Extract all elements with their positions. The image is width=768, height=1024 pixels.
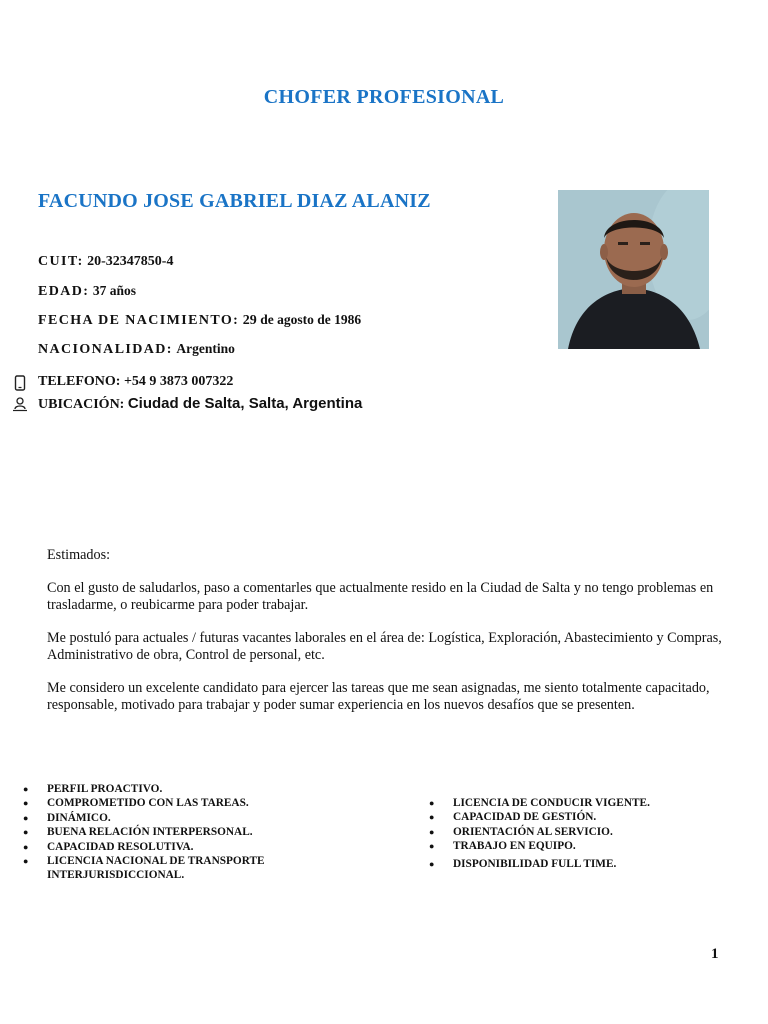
telefono-line: TELEFONO: +54 9 3873 007322: [38, 374, 234, 389]
letter-paragraph-3: Me considero un excelente candidato para ejercer las tareas que me sean asignadas, me siento totalmente capacitado, responsable, motivado para trabajar y poder sumar experiencia en los nuevos desafíos que se presenten.: [47, 680, 710, 713]
location-person-icon: [12, 396, 28, 412]
edad-value: 37 años: [92, 283, 136, 298]
list-item: ● PERFIL PROACTIVO.: [23, 783, 163, 795]
skills-list-left: [23, 782, 347, 883]
cuit-label: CUIT:: [38, 254, 84, 269]
list-item: ● CAPACIDAD DE GESTIÓN.: [429, 811, 597, 824]
list-item: ● LICENCIA NACIONAL DE TRANSPORTE INTERJURISDICCIONAL.: [23, 855, 265, 882]
document-title: CHOFER PROFESIONAL: [263, 86, 505, 108]
skills-list-right: [429, 796, 743, 871]
ubicacion-label: UBICACIÓN:: [38, 397, 125, 412]
letter-greeting: Estimados:: [47, 547, 111, 563]
phone-icon: [12, 375, 28, 391]
list-item: ● TRABAJO EN EQUIPO.: [429, 840, 576, 853]
letter-paragraph-2: Me postuló para actuales / futuras vacantes laborales en el área de: Logística, Exploración, Abastecimiento y Compras, Administrativo de obra, Control de personal, etc.: [47, 630, 722, 663]
ubicacion-value: Ciudad de Salta, Salta, Argentina: [127, 395, 363, 412]
edad-label: EDAD:: [38, 284, 90, 299]
fecha-day: 29: [242, 313, 257, 328]
edad-line: [38, 283, 136, 300]
nacionalidad-value: Argentino: [176, 341, 235, 356]
cover-letter: [47, 547, 737, 730]
list-item: ● ORIENTACIÓN AL SERVICIO.: [429, 825, 613, 838]
fecha-rest: de agosto de 1986: [260, 312, 362, 327]
list-item: ● DINÁMICO.: [23, 811, 111, 824]
cuit-value: 20-32347850-4: [87, 254, 174, 269]
letter-paragraph-1: Con el gusto de saludarlos, paso a comentarles que actualmente resido en la Ciudad de Salta y no tengo problemas en trasladarme, o reubicarme para poder trabajar.: [47, 580, 714, 613]
nacionalidad-line: [38, 341, 235, 358]
profile-photo: [558, 190, 709, 349]
list-item: ● DISPONIBILIDAD FULL TIME.: [429, 857, 617, 870]
list-item: ● CAPACIDAD RESOLUTIVA.: [23, 840, 194, 853]
page-number: 1: [711, 946, 719, 962]
cuit-line: [38, 254, 173, 270]
fecha-nacimiento-line: [38, 312, 361, 329]
nacionalidad-label: NACIONALIDAD:: [38, 342, 173, 357]
fecha-label: FECHA DE NACIMIENTO:: [38, 313, 240, 328]
ubicacion-line: [38, 395, 362, 413]
list-item: ● BUENA RELACIÓN INTERPERSONAL.: [23, 826, 253, 839]
candidate-name: FACUNDO JOSE GABRIEL DIAZ ALANIZ: [38, 190, 431, 212]
list-item: ● LICENCIA DE CONDUCIR VIGENTE.: [429, 797, 650, 809]
list-item: ● COMPROMETIDO CON LAS TAREAS.: [23, 797, 249, 810]
